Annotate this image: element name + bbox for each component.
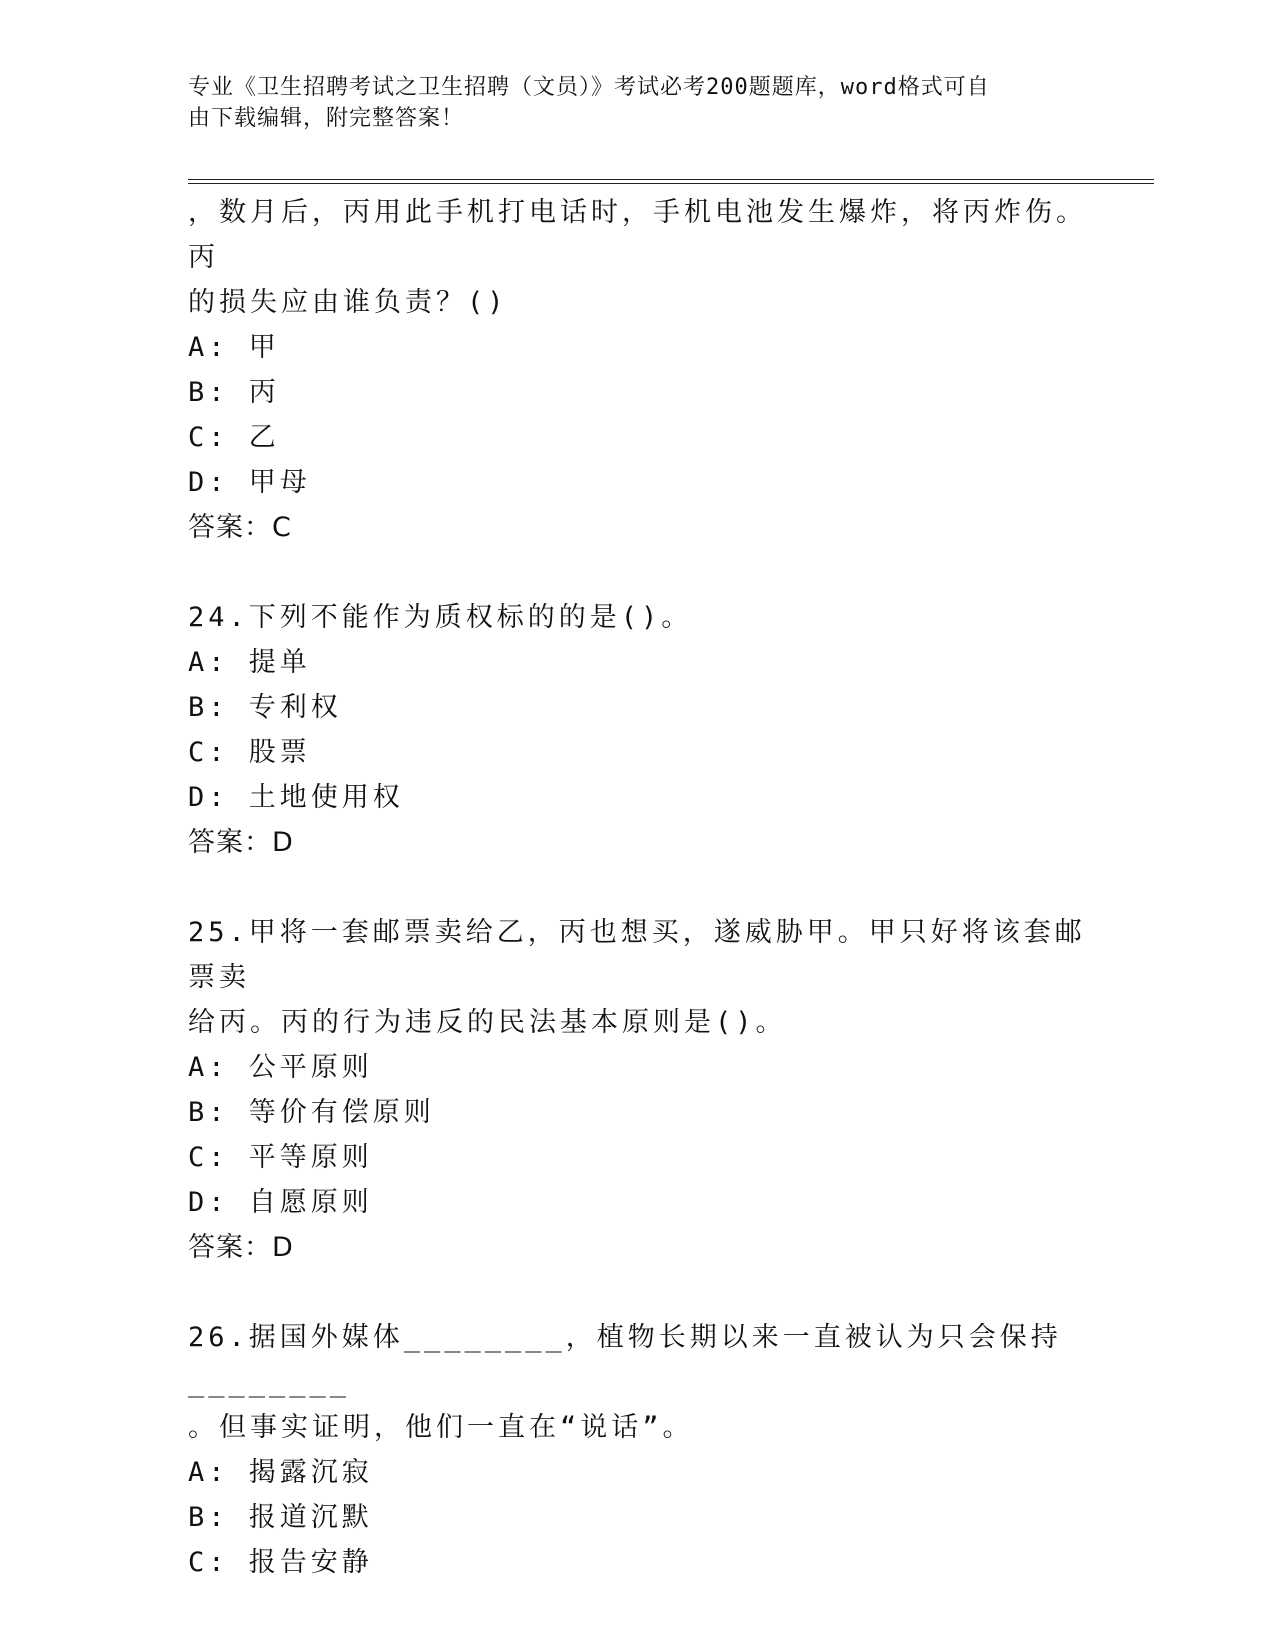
spacer	[188, 1270, 1088, 1315]
header-rule-bottom	[188, 183, 1154, 184]
question-26	[188, 1315, 1088, 1585]
answer-line: 答案：D	[188, 827, 294, 858]
option-c: C: 报告安静	[188, 1547, 373, 1578]
question-23	[188, 190, 1088, 550]
option-b: B: 专利权	[188, 692, 342, 723]
option-c: C: 平等原则	[188, 1142, 373, 1173]
question-25	[188, 910, 1088, 1270]
option-b: B: 报道沉默	[188, 1502, 373, 1533]
option-c: C: 股票	[188, 737, 311, 768]
question-stem: 24.下列不能作为质权标的的是()。	[188, 602, 693, 633]
option-b: B: 丙	[188, 377, 280, 408]
option-c: C: 乙	[188, 422, 280, 453]
option-a: A: 甲	[188, 332, 280, 363]
option-d: D: 甲母	[188, 467, 311, 498]
question-stem: 25.甲将一套邮票卖给乙，丙也想买，遂威胁甲。甲只好将该套邮票卖	[188, 917, 1086, 993]
option-b: B: 等价有偿原则	[188, 1097, 435, 1128]
question-stem: 。但事实证明，他们一直在“说话”。	[188, 1412, 694, 1443]
question-list	[188, 190, 1088, 1585]
spacer	[188, 550, 1088, 595]
question-stem: ，数月后，丙用此手机打电话时，手机电池发生爆炸，将丙炸伤。丙	[188, 197, 1087, 273]
option-a: A: 公平原则	[188, 1052, 373, 1083]
option-a: A: 提单	[188, 647, 311, 678]
question-stem: 给丙。丙的行为违反的民法基本原则是()。	[188, 1007, 787, 1038]
header-line-2: 由下载编辑，附完整答案！	[188, 106, 465, 131]
header-line-1: 专业《卫生招聘考试之卫生招聘（文员）》考试必考200题题库，word格式可自	[188, 75, 990, 100]
document-header	[188, 72, 1068, 134]
answer-line: 答案：D	[188, 1232, 294, 1263]
option-d: D: 自愿原则	[188, 1187, 373, 1218]
option-d: D: 土地使用权	[188, 782, 404, 813]
question-stem: 26.据国外媒体________，植物长期以来一直被认为只会保持________	[188, 1322, 1062, 1398]
question-24	[188, 595, 1088, 865]
spacer	[188, 865, 1088, 910]
answer-line: 答案：C	[188, 512, 292, 543]
header-rule-top	[188, 179, 1154, 180]
option-a: A: 揭露沉寂	[188, 1457, 373, 1488]
question-stem: 的损失应由谁负责？()	[188, 287, 508, 318]
